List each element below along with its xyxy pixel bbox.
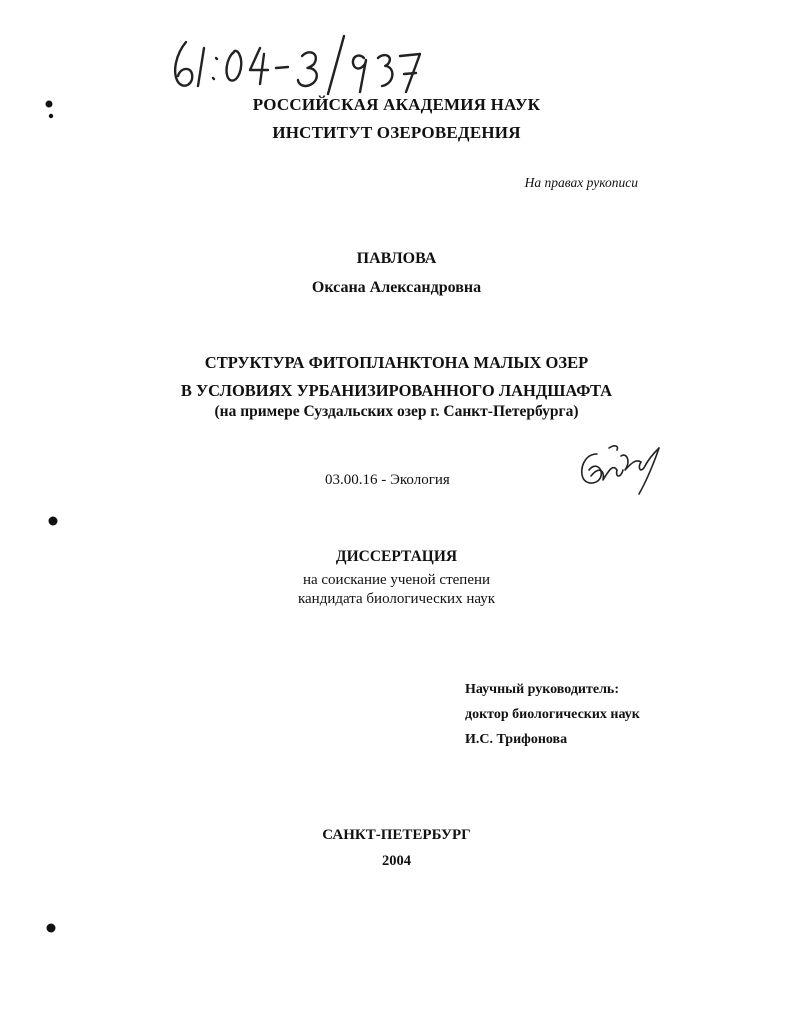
manuscript-note: На правах рукописи xyxy=(524,175,638,190)
signature-image xyxy=(575,440,665,498)
author-name: Оксана Александровна xyxy=(311,279,482,296)
specialty-code: 03.00.16 - Экология xyxy=(325,472,450,488)
supervisor-degree: доктор биологических наук xyxy=(465,707,640,722)
dissertation-degree-line-2: кандидата биологических наук xyxy=(297,591,496,607)
punch-hole-mark-middle xyxy=(48,513,58,523)
handwritten-archive-code xyxy=(168,28,428,98)
publication-year: 2004 xyxy=(382,853,411,869)
author-surname: ПАВЛОВА xyxy=(356,250,437,267)
dissertation-heading: ДИССЕРТАЦИЯ xyxy=(335,548,458,565)
punch-hole-mark-bottom xyxy=(46,920,56,930)
supervisor-name: И.С. Трифонова xyxy=(465,732,568,747)
organization-name: РОССИЙСКАЯ АКАДЕМИЯ НАУК xyxy=(252,95,541,114)
thesis-title-line-2: В УСЛОВИЯХ УРБАНИЗИРОВАННОГО ЛАНДШАФТА xyxy=(180,381,613,400)
thesis-title-line-1: СТРУКТУРА ФИТОПЛАНКТОНА МАЛЫХ ОЗЕР xyxy=(204,353,589,372)
city-name: САНКТ-ПЕТЕРБУРГ xyxy=(322,827,471,843)
dissertation-degree-line-1: на соискание ученой степени xyxy=(302,572,491,588)
supervisor-label: Научный руководитель: xyxy=(465,682,619,697)
thesis-title-line-3: (на примере Суздальских озер г. Санкт-Петербурга) xyxy=(214,403,579,420)
signature-drawing xyxy=(575,440,665,498)
institute-name: ИНСТИТУТ ОЗЕРОВЕДЕНИЯ xyxy=(272,123,521,142)
handwritten-code-drawing xyxy=(168,28,428,98)
